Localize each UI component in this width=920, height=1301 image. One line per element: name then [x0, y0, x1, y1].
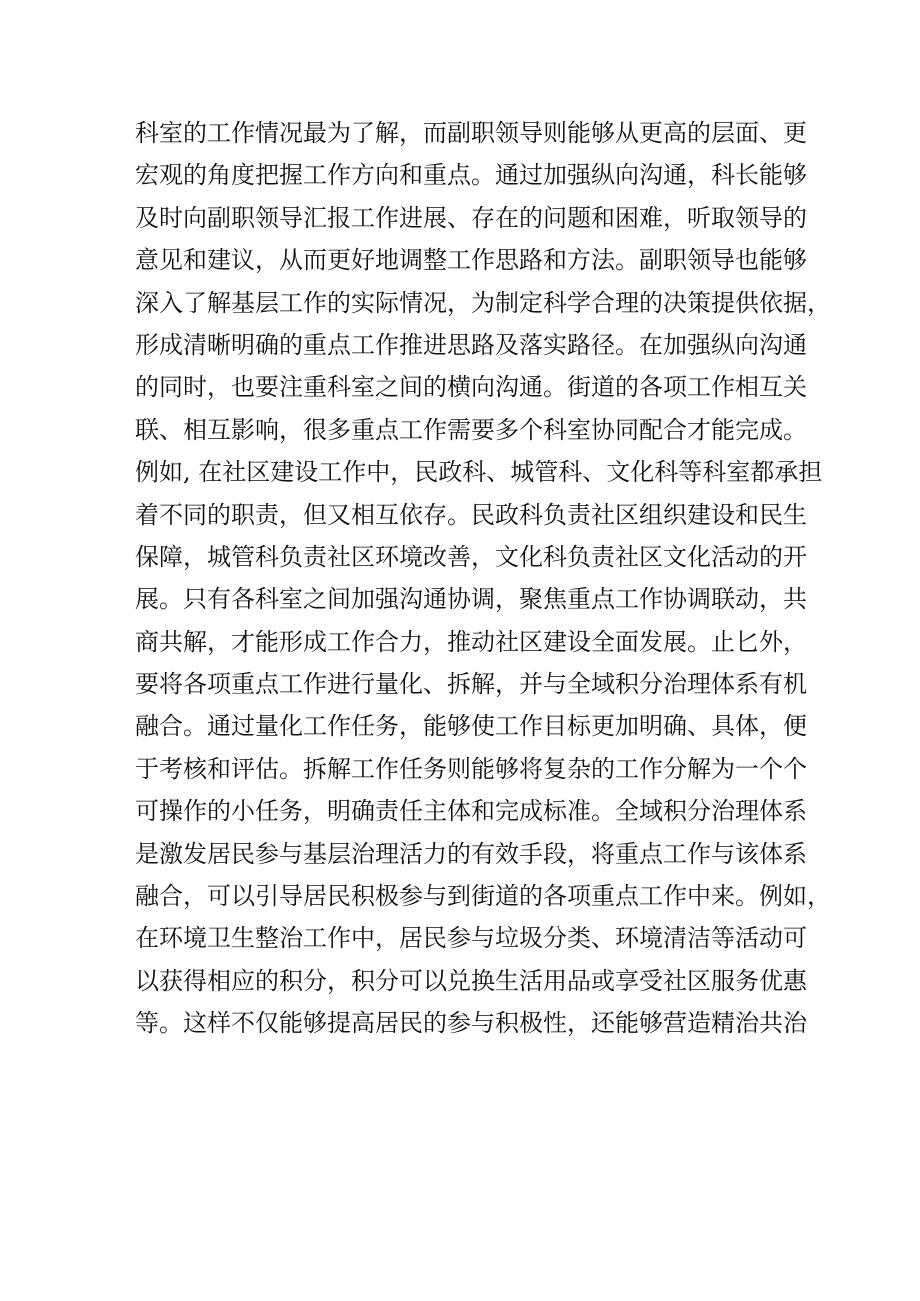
text-line: 例如, 在社区建设工作中，民政科、城管科、文化科等科室都承担 — [135, 458, 823, 487]
text-line: 可操作的小任务，明确责任主体和完成标准。全域积分治理体系 — [135, 797, 807, 826]
text-line: 意见和建议，从而更好地调整工作思路和方法。副职领导也能够 — [135, 246, 807, 275]
text-line: 商共解，才能形成工作合力，推动社区建设全面发展。止匕外， — [135, 627, 807, 656]
text-line: 深入了解基层工作的实际情况，为制定科学合理的决策提供依据， — [135, 288, 831, 317]
text-line: 融合。通过量化工作任务，能够使工作目标更加明确、具体，便 — [135, 712, 807, 741]
text-line: 展。只有各科室之间加强沟通协调，聚焦重点工作协调联动，共 — [135, 585, 807, 614]
text-line: 在环境卫生整治工作中，居民参与垃圾分类、环境清洁等活动可 — [135, 924, 807, 953]
text-line: 及时向副职领导汇报工作进展、存在的问题和困难，听取领导的 — [135, 203, 807, 232]
text-line: 保障，城管科负责社区环境改善，文化科负责社区文化活动的开 — [135, 542, 807, 571]
text-line: 要将各项重点工作进行量化、拆解，并与全域积分治理体系有机 — [135, 670, 807, 699]
text-line: 以获得相应的积分，积分可以兑换生活用品或享受社区服务优惠 — [135, 966, 807, 995]
text-line: 的同时，也要注重科室之间的横向沟通。街道的各项工作相互关 — [135, 373, 807, 402]
text-line: 着不同的职责，但又相互依存。民政科负责社区组织建设和民生 — [135, 500, 807, 529]
text-line: 于考核和评估。拆解工作任务则能够将复杂的工作分解为一个个 — [135, 754, 807, 783]
text-line: 等。这样不仅能够提高居民的参与积极性，还能够营造精治共治 — [135, 1009, 807, 1038]
text-line: 联、相互影响，很多重点工作需要多个科室协同配合才能完成。 — [135, 415, 807, 444]
text-line: 科室的工作情况最为了解，而副职领导则能够从更高的层面、更 — [135, 119, 807, 147]
text-line: 宏观的角度把握工作方向和重点。通过加强纵向沟通，科长能够 — [135, 161, 807, 190]
text-line: 形成清晰明确的重点工作推进思路及落实路径。在加强纵向沟通 — [135, 330, 807, 359]
text-line: 是激发居民参与基层治理活力的有效手段，将重点工作与该体系 — [135, 839, 807, 868]
text-line: 融合，可以引导居民积极参与到街道的各项重点工作中来。例如， — [135, 882, 831, 911]
body-text — [135, 112, 831, 1045]
